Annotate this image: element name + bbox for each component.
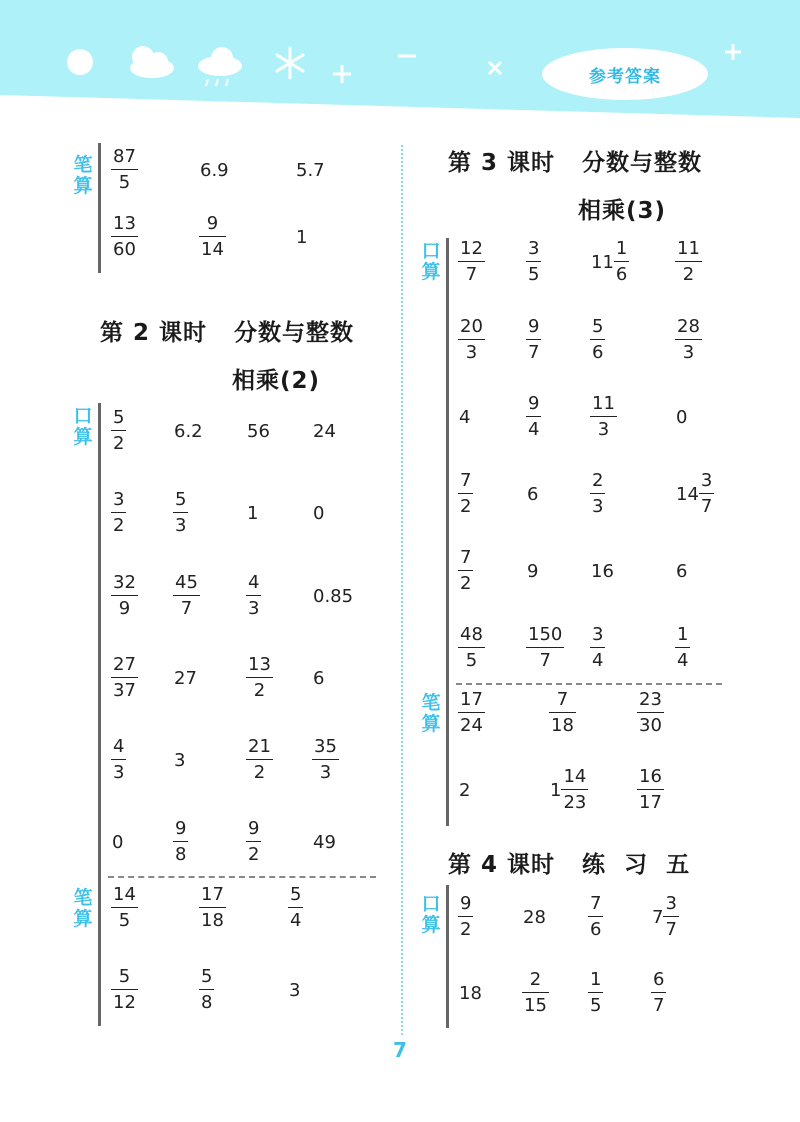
tag-char: 算: [421, 713, 441, 735]
fraction: [591, 625, 604, 671]
fraction-denominator: 7: [526, 647, 564, 671]
left-top-rule: [98, 143, 101, 273]
fraction-denominator: 2: [111, 430, 126, 454]
answer-value: 16: [591, 560, 614, 582]
fraction: [247, 573, 260, 619]
tag-char: 笔: [73, 154, 93, 176]
fraction-denominator: 30: [637, 712, 664, 736]
tag-char: 算: [73, 908, 93, 930]
answer-cell: [174, 732, 185, 788]
answer-cell: [459, 466, 472, 522]
fraction: [289, 885, 302, 931]
fraction-numerator: 14: [113, 884, 136, 905]
answer-value: 2: [459, 779, 471, 801]
mixed-number-whole: 11: [591, 251, 614, 273]
fraction-denominator: 5: [111, 169, 138, 193]
fraction-numerator: 21: [248, 736, 271, 757]
answer-cell: [527, 620, 563, 676]
column-divider: [401, 145, 403, 1035]
fraction: [589, 970, 602, 1016]
answer-cell: [174, 814, 187, 870]
fraction: [676, 239, 701, 285]
fraction-denominator: 7: [526, 339, 541, 363]
tag-char: 算: [421, 914, 441, 936]
answer-value: 28: [523, 906, 546, 928]
answer-value: 24: [313, 420, 336, 442]
answer-cell: [638, 762, 663, 818]
fraction-numerator: 13: [113, 213, 136, 234]
fraction-denominator: 7: [699, 493, 714, 517]
answer-value: 5.7: [296, 159, 325, 181]
fraction: [527, 239, 540, 285]
tag-char: 口: [421, 893, 441, 915]
answer-value: 18: [459, 982, 482, 1004]
page-number: 7: [393, 1038, 407, 1062]
answer-cell: [676, 389, 687, 445]
fraction: [459, 317, 484, 363]
fraction-denominator: 15: [522, 992, 549, 1016]
fraction-denominator: 3: [590, 493, 605, 517]
fraction-denominator: 4: [675, 647, 690, 671]
answer-cell: [591, 543, 614, 599]
fraction-numerator: 7: [460, 470, 472, 491]
fraction: [527, 317, 540, 363]
fraction-numerator: 16: [639, 766, 662, 787]
fraction: [112, 214, 137, 260]
fraction-denominator: 2: [675, 261, 702, 285]
fraction-denominator: 5: [111, 907, 138, 931]
answer-value: 0: [676, 406, 688, 428]
fraction: [313, 737, 338, 783]
answer-cell: [247, 568, 260, 624]
answer-cell: [200, 880, 225, 936]
tag-char: 笔: [421, 692, 441, 714]
fraction-denominator: 3: [590, 416, 617, 440]
answer-cell: [247, 814, 260, 870]
fraction-numerator: 35: [314, 736, 337, 757]
tag-char: 笔: [73, 887, 93, 909]
answer-cell: [527, 389, 540, 445]
answer-cell: [459, 543, 472, 599]
bisuan-tag: [420, 693, 442, 735]
answer-value: 49: [313, 831, 336, 853]
answer-cell: [112, 880, 137, 936]
fraction-numerator: 9: [175, 818, 187, 839]
answer-cell: [200, 962, 213, 1018]
answer-value: 1: [296, 226, 308, 248]
answer-cell: [527, 234, 540, 290]
fraction: [174, 573, 199, 619]
fraction-numerator: 32: [113, 572, 136, 593]
fraction: [459, 690, 484, 736]
fraction-numerator: 28: [677, 316, 700, 337]
fraction-numerator: 11: [677, 238, 700, 259]
fraction-denominator: 2: [246, 677, 273, 701]
answer-cell: [676, 234, 701, 290]
fraction-numerator: 5: [175, 489, 187, 510]
answer-cell: [200, 209, 225, 265]
fraction-numerator: 11: [592, 393, 615, 414]
fraction: [112, 967, 137, 1013]
fraction-denominator: 5: [526, 261, 541, 285]
answer-cell: [459, 389, 470, 445]
answer-cell: [112, 814, 123, 870]
fraction: [459, 239, 484, 285]
fraction-denominator: 2: [246, 759, 273, 783]
answer-cell: [112, 142, 137, 198]
answer-cell: [527, 543, 538, 599]
answer-value: 6.9: [200, 159, 229, 181]
fraction-numerator: 9: [248, 818, 260, 839]
fraction-denominator: 60: [111, 236, 138, 260]
fraction-denominator: 7: [173, 595, 200, 619]
answer-cell: [676, 312, 701, 368]
fraction-numerator: 7: [590, 893, 602, 914]
answer-value: 3: [174, 749, 186, 771]
fraction-numerator: 9: [528, 316, 540, 337]
fraction-numerator: 5: [201, 966, 213, 987]
fraction: [247, 655, 272, 701]
answer-cell: [247, 485, 258, 541]
mixed-number-whole: 7: [652, 906, 664, 928]
fraction-numerator: 1: [615, 238, 628, 259]
fraction: [527, 625, 563, 671]
fraction-denominator: 8: [173, 841, 188, 865]
tag-char: 算: [73, 175, 93, 197]
fraction-denominator: 2: [246, 841, 261, 865]
fraction-numerator: 1: [590, 969, 602, 990]
fraction-numerator: 48: [460, 624, 483, 645]
lesson-3-rule: [446, 238, 449, 826]
bisuan-tag: [72, 155, 94, 197]
fraction-denominator: 3: [173, 512, 188, 536]
fraction: [700, 471, 713, 517]
fraction: [459, 471, 472, 517]
mixed-number-whole: 14: [676, 483, 699, 505]
answer-cell: [112, 732, 125, 788]
answer-cell: [676, 543, 687, 599]
fraction: [591, 317, 604, 363]
fraction-numerator: 13: [248, 654, 271, 675]
fraction: [174, 490, 187, 536]
fraction: [112, 147, 137, 193]
fraction: [112, 573, 137, 619]
answer-cell: [589, 889, 602, 945]
lesson-4-rule: [446, 885, 449, 1028]
section-dash-divider: [456, 683, 722, 685]
answer-key-badge: 参考答案: [542, 48, 708, 100]
answer-value: 9: [527, 560, 539, 582]
fraction-numerator: 12: [460, 238, 483, 259]
fraction-numerator: 20: [460, 316, 483, 337]
kousuan-tag: [420, 894, 442, 936]
fraction: [527, 394, 540, 440]
fraction-numerator: 7: [556, 689, 569, 710]
answer-cell: [591, 234, 628, 290]
answer-cell: [527, 312, 540, 368]
fraction-denominator: 4: [288, 907, 303, 931]
kousuan-tag: [72, 406, 94, 448]
fraction-denominator: 2: [458, 493, 473, 517]
answer-cell: [676, 466, 713, 522]
tag-char: 口: [421, 240, 441, 262]
fraction-numerator: 1: [677, 624, 689, 645]
fraction: [459, 548, 472, 594]
fraction: [652, 970, 665, 1016]
answer-cell: [676, 620, 689, 676]
answer-cell: [112, 209, 137, 265]
answer-cell: [459, 965, 482, 1021]
fraction-denominator: 12: [111, 989, 138, 1013]
fraction-denominator: 24: [458, 712, 485, 736]
answer-cell: [296, 142, 325, 198]
fraction: [562, 767, 587, 813]
answer-value: 6: [527, 483, 539, 505]
answer-cell: [550, 685, 575, 741]
fraction-denominator: 2: [458, 916, 473, 940]
answer-cell: [652, 965, 665, 1021]
fraction: [247, 737, 272, 783]
answer-cell: [550, 762, 587, 818]
answer-value: 56: [247, 420, 270, 442]
tag-char: 算: [421, 261, 441, 283]
fraction: [112, 408, 125, 454]
answer-cell: [247, 732, 272, 788]
answer-cell: [459, 312, 484, 368]
fraction: [200, 967, 213, 1013]
answer-cell: [459, 685, 484, 741]
lesson-3-subtitle: 相乘(3): [578, 198, 667, 224]
fraction-denominator: 37: [111, 677, 138, 701]
answer-value: 0: [112, 831, 124, 853]
answer-cell: [459, 234, 484, 290]
fraction-numerator: 9: [206, 213, 219, 234]
answer-cell: [591, 389, 616, 445]
fraction: [664, 894, 677, 940]
fraction: [174, 819, 187, 865]
section-dash-divider: [108, 876, 376, 878]
fraction-numerator: 5: [118, 966, 131, 987]
fraction: [676, 317, 701, 363]
answer-cell: [247, 650, 272, 706]
answer-cell: [589, 965, 602, 1021]
fraction-denominator: 3: [111, 759, 126, 783]
answer-cell: [174, 568, 199, 624]
fraction-numerator: 14: [563, 766, 587, 787]
answer-cell: [591, 620, 604, 676]
fraction-denominator: 5: [588, 992, 603, 1016]
answer-value: 6: [313, 667, 325, 689]
fraction-numerator: 9: [528, 393, 540, 414]
answer-cell: [174, 403, 203, 459]
fraction: [200, 885, 225, 931]
answer-cell: [591, 312, 604, 368]
answer-cell: [313, 814, 336, 870]
answer-value: 27: [174, 667, 197, 689]
lesson-4-title: 第 4 课时 练 习 五: [448, 852, 691, 878]
fraction-numerator: 9: [460, 893, 472, 914]
fraction-denominator: 23: [561, 789, 588, 813]
bisuan-tag: [72, 888, 94, 930]
answer-cell: [523, 965, 548, 1021]
answer-cell: [459, 620, 484, 676]
answer-cell: [174, 485, 187, 541]
fraction: [676, 625, 689, 671]
answer-cell: [296, 209, 307, 265]
lesson-2-subtitle: 相乘(2): [232, 368, 321, 394]
fraction-denominator: 3: [675, 339, 702, 363]
fraction-numerator: 2: [529, 969, 542, 990]
fraction-numerator: 6: [653, 969, 665, 990]
fraction-denominator: 6: [588, 916, 603, 940]
answer-cell: [112, 403, 125, 459]
answer-cell: [638, 685, 663, 741]
answer-cell: [313, 732, 338, 788]
fraction-denominator: 8: [199, 989, 214, 1013]
fraction: [589, 894, 602, 940]
fraction-numerator: 150: [528, 624, 563, 645]
fraction-denominator: 18: [549, 712, 576, 736]
fraction-numerator: 4: [113, 736, 125, 757]
fraction-numerator: 2: [592, 470, 604, 491]
fraction-numerator: 3: [113, 489, 125, 510]
answer-cell: [112, 568, 137, 624]
fraction-numerator: 5: [290, 884, 302, 905]
mixed-number-whole: 1: [550, 779, 562, 801]
answer-value: 6.2: [174, 420, 203, 442]
fraction-denominator: 3: [246, 595, 261, 619]
fraction: [112, 490, 125, 536]
fraction-denominator: 2: [111, 512, 126, 536]
fraction-numerator: 4: [248, 572, 260, 593]
fraction-denominator: 6: [614, 261, 629, 285]
fraction-denominator: 4: [526, 416, 541, 440]
answer-cell: [247, 403, 270, 459]
fraction: [591, 471, 604, 517]
answer-cell: [112, 485, 125, 541]
answer-cell: [459, 889, 472, 945]
fraction: [459, 894, 472, 940]
fraction-denominator: 7: [458, 261, 485, 285]
sun-icon: [67, 49, 93, 75]
fraction-numerator: 17: [460, 689, 483, 710]
fraction-numerator: 23: [639, 689, 662, 710]
answer-cell: [527, 466, 538, 522]
fraction-denominator: 9: [111, 595, 138, 619]
answer-cell: [289, 880, 302, 936]
fraction-denominator: 7: [651, 992, 666, 1016]
fraction: [638, 690, 663, 736]
fraction-numerator: 3: [700, 470, 713, 491]
fraction-denominator: 17: [637, 789, 664, 813]
fraction-denominator: 7: [663, 916, 678, 940]
fraction: [591, 394, 616, 440]
fraction-denominator: 6: [590, 339, 605, 363]
fraction-numerator: 5: [113, 407, 125, 428]
fraction: [459, 625, 484, 671]
fraction-denominator: 2: [458, 570, 473, 594]
fraction-numerator: 3: [665, 893, 677, 914]
answer-cell: [174, 650, 197, 706]
fraction: [638, 767, 663, 813]
fraction: [523, 970, 548, 1016]
fraction-denominator: 5: [458, 647, 485, 671]
answer-value: 3: [289, 979, 301, 1001]
answer-cell: [652, 889, 678, 945]
answer-value: 0: [313, 502, 325, 524]
fraction-denominator: 14: [199, 236, 226, 260]
fraction: [550, 690, 575, 736]
fraction-denominator: 3: [458, 339, 485, 363]
fraction-numerator: 7: [460, 547, 472, 568]
answer-cell: [313, 568, 353, 624]
fraction-numerator: 5: [592, 316, 604, 337]
answer-cell: [591, 466, 604, 522]
tag-char: 口: [73, 405, 93, 427]
answer-value: 0.85: [313, 585, 354, 607]
lesson-2-rule: [98, 403, 101, 1026]
fraction-denominator: 18: [199, 907, 226, 931]
answer-cell: [523, 889, 546, 945]
answer-cell: [112, 650, 137, 706]
fraction-denominator: 4: [590, 647, 605, 671]
answer-cell: [112, 962, 137, 1018]
fraction-numerator: 27: [113, 654, 136, 675]
fraction-numerator: 3: [528, 238, 540, 259]
fraction: [200, 214, 225, 260]
fraction: [112, 737, 125, 783]
fraction: [247, 819, 260, 865]
answer-cell: [313, 485, 324, 541]
fraction-numerator: 87: [113, 146, 136, 167]
fraction-numerator: 45: [175, 572, 198, 593]
answer-cell: [459, 762, 470, 818]
kousuan-tag: [420, 241, 442, 283]
fraction: [615, 239, 628, 285]
fraction: [112, 655, 137, 701]
fraction: [112, 885, 137, 931]
answer-value: 4: [459, 406, 471, 428]
answer-cell: [313, 650, 324, 706]
answer-cell: [313, 403, 336, 459]
fraction-numerator: 17: [201, 884, 224, 905]
fraction-numerator: 3: [592, 624, 604, 645]
answer-value: 1: [247, 502, 259, 524]
answer-cell: [289, 962, 300, 1018]
answer-cell: [200, 142, 229, 198]
fraction-denominator: 3: [312, 759, 339, 783]
lesson-3-title: 第 3 课时 分数与整数: [448, 150, 703, 176]
tag-char: 算: [73, 426, 93, 448]
lesson-2-title: 第 2 课时 分数与整数: [100, 320, 355, 346]
answer-value: 6: [676, 560, 688, 582]
